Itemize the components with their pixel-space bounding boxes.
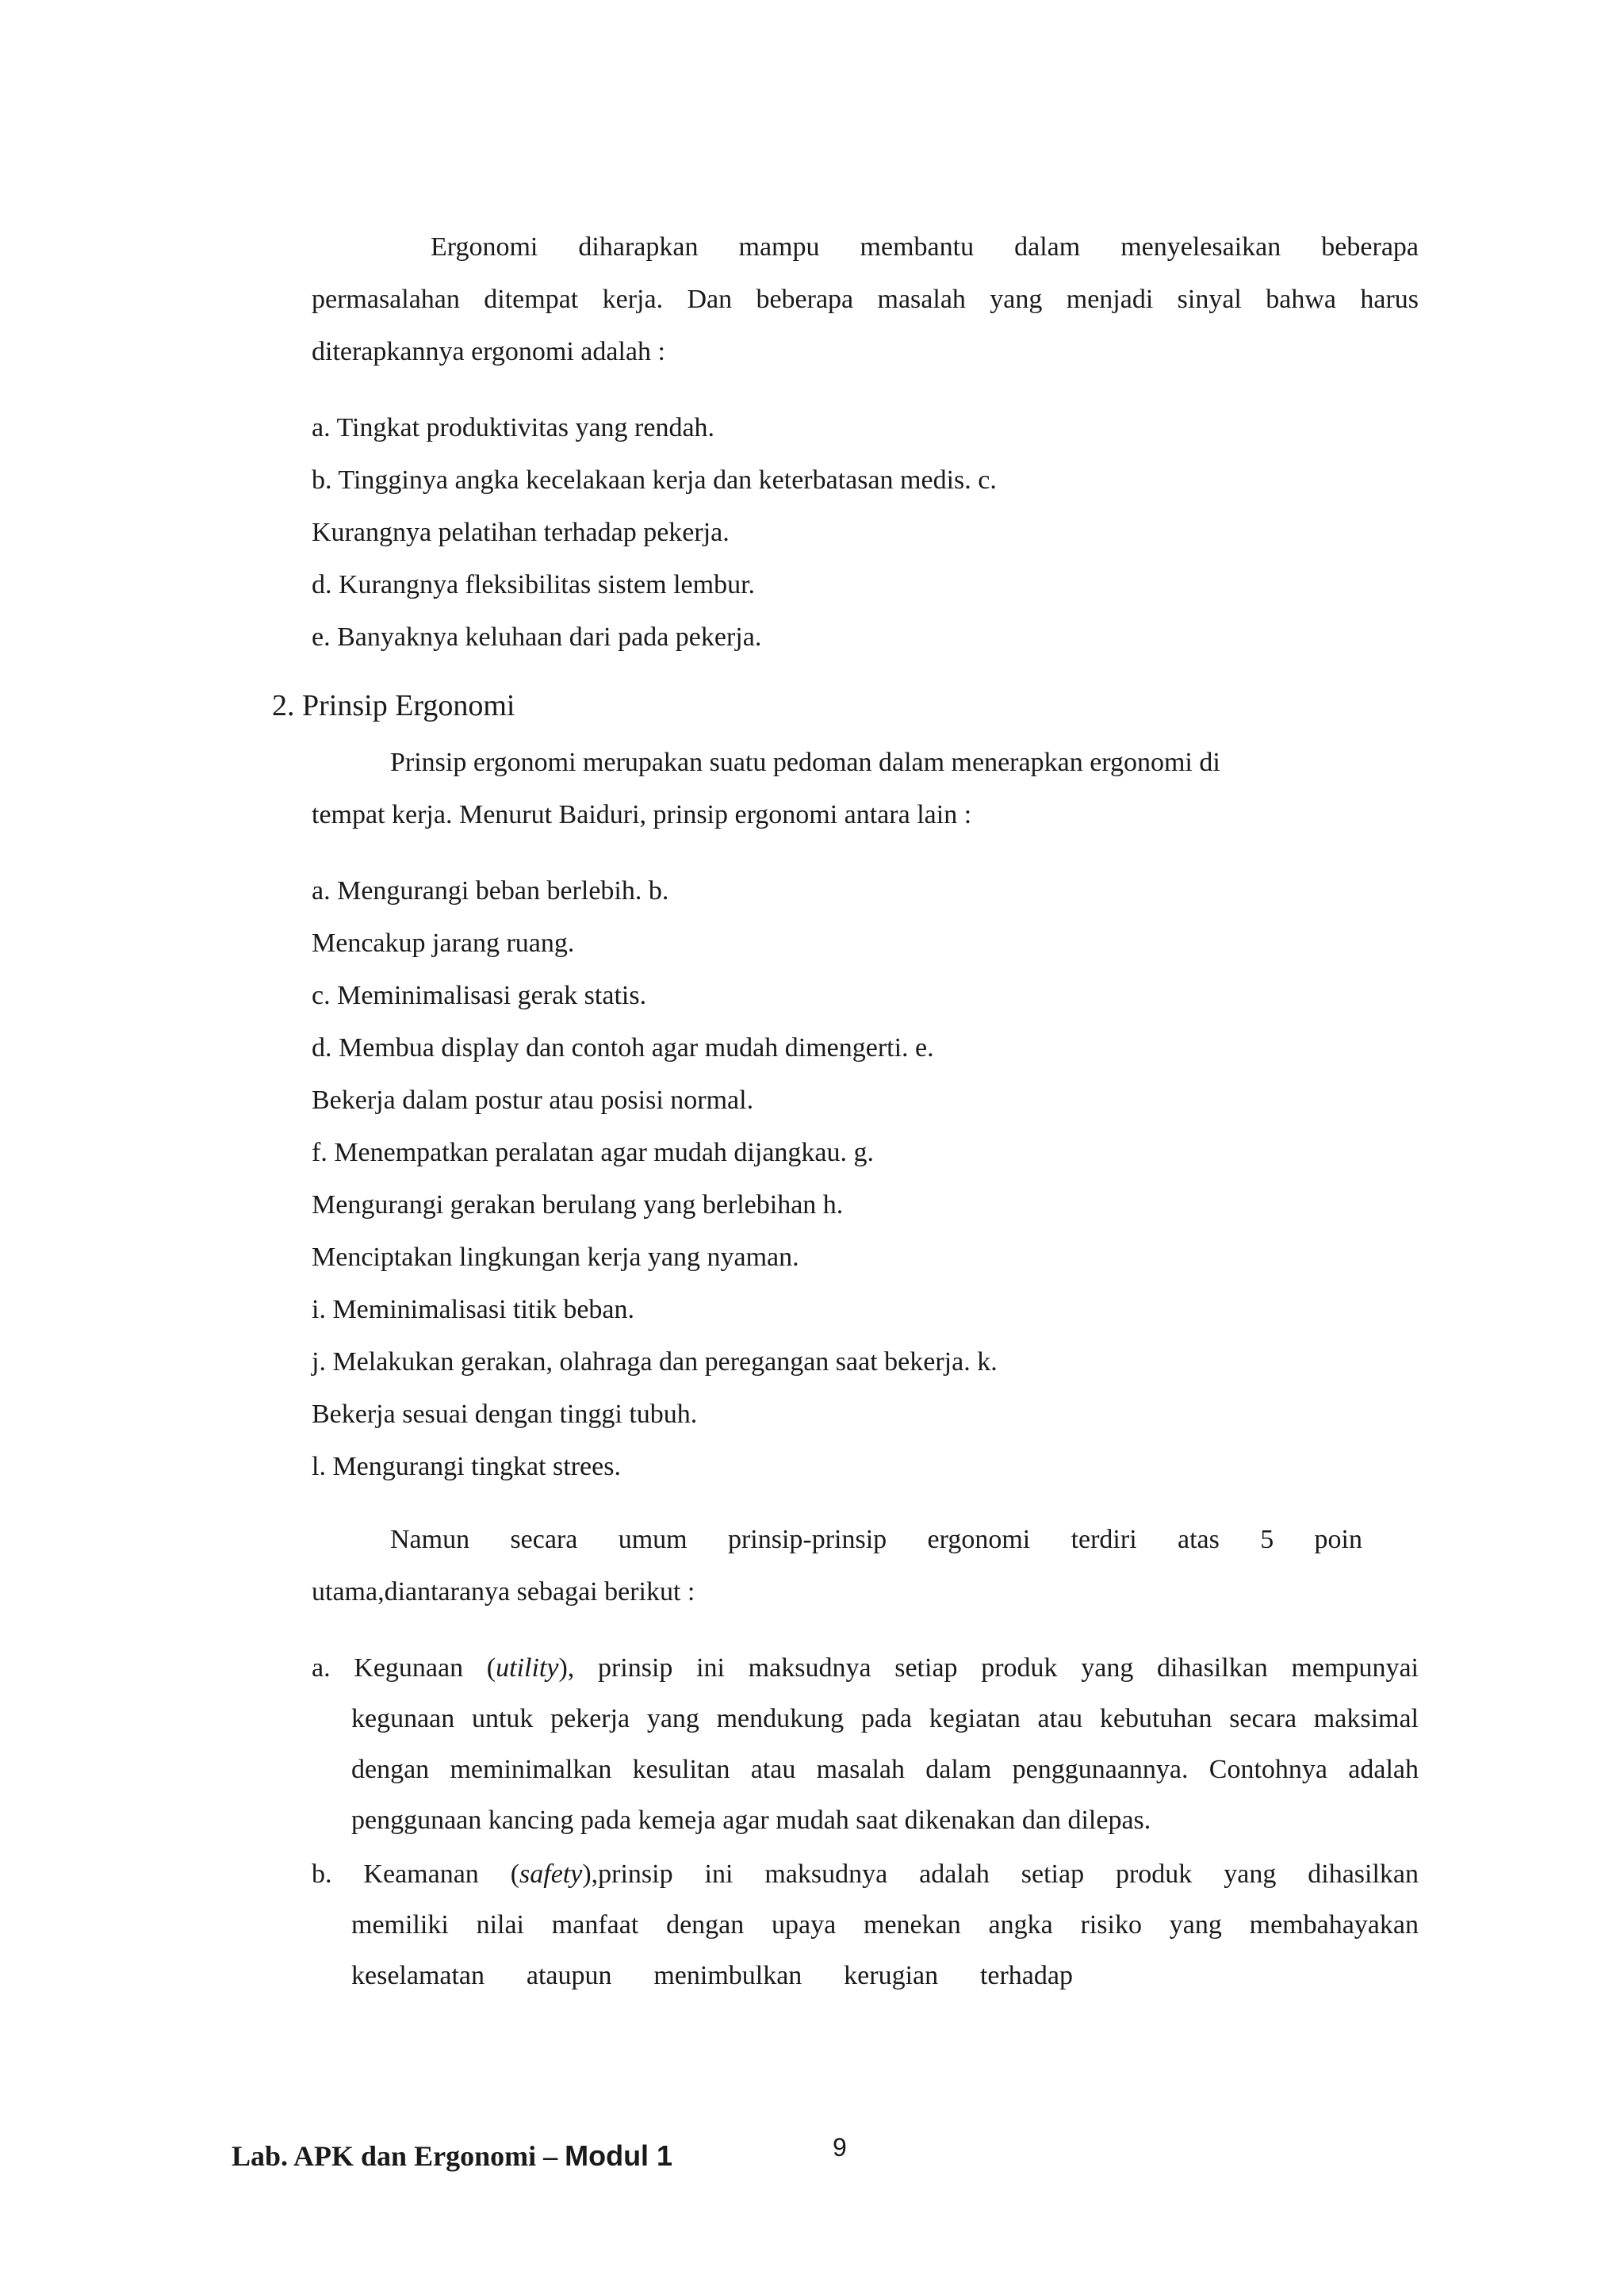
footer-label — [232, 2139, 672, 2173]
point-b-prefix: b. Keamanan ( — [312, 1859, 520, 1889]
principle-line-7: Mengurangi gerakan berulang yang berlebihan h. — [312, 1190, 844, 1220]
point-a-term: utility — [496, 1653, 559, 1683]
section-heading: 2. Prinsip Ergonomi — [272, 689, 515, 722]
point-a-line-3: dengan meminimalkan kesulitan atau masalah dalam penggunaannya. Contohnya adalah — [351, 1755, 1419, 1784]
section-para-line-1: Prinsip ergonomi merupakan suatu pedoman dalam menerapkan ergonomi di — [390, 748, 1220, 777]
problem-item-c: Kurangnya pelatihan terhadap pekerja. — [312, 518, 730, 547]
point-a-line-4: penggunaan kancing pada kemeja agar mudah saat dikenakan dan dilepas. — [351, 1806, 1151, 1835]
point-b-rest: ),prinsip ini maksudnya adalah setiap produk yang dihasilkan — [582, 1859, 1419, 1889]
intro-line-1: Ergonomi diharapkan mampu membantu dalam menyelesaikan beberapa — [431, 232, 1419, 262]
point-a-prefix: a. Kegunaan ( — [312, 1653, 496, 1683]
footer-lab-text: Lab. APK dan Ergonomi – — [232, 2140, 565, 2172]
problem-item-a: a. Tingkat produktivitas yang rendah. — [312, 413, 715, 442]
summary-line-1: Namun secara umum prinsip-prinsip ergonomi terdiri atas 5 poin — [390, 1525, 1362, 1554]
section-para-line-2: tempat kerja. Menurut Baiduri, prinsip ergonomi antara lain : — [312, 800, 972, 829]
principle-line-8: Menciptakan lingkungan kerja yang nyaman. — [312, 1243, 799, 1272]
problem-item-b: b. Tingginya angka kecelakaan kerja dan keterbatasan medis. c. — [312, 465, 997, 495]
page-number: 9 — [833, 2133, 847, 2162]
principle-line-11: Bekerja sesuai dengan tinggi tubuh. — [312, 1400, 698, 1429]
problem-item-d: d. Kurangnya fleksibilitas sistem lembur. — [312, 570, 756, 599]
principle-line-1: a. Mengurangi beban berlebih. b. — [312, 876, 669, 906]
intro-line-3: diterapkannya ergonomi adalah : — [312, 337, 665, 366]
principle-line-10: j. Melakukan gerakan, olahraga dan peregangan saat bekerja. k. — [312, 1347, 998, 1377]
point-b-line-3: keselamatan ataupun menimbulkan kerugian terhadap — [351, 1961, 1073, 1990]
principle-line-12: l. Mengurangi tingkat strees. — [312, 1452, 621, 1481]
principle-line-3: c. Meminimalisasi gerak statis. — [312, 981, 647, 1010]
summary-line-2: utama,diantaranya sebagai berikut : — [312, 1577, 695, 1607]
point-a-rest: ), prinsip ini maksudnya setiap produk yang dihasilkan mempunyai — [558, 1653, 1419, 1683]
point-b-term: safety — [519, 1859, 583, 1889]
problem-item-e: e. Banyaknya keluhaan dari pada pekerja. — [312, 622, 762, 652]
principle-line-9: i. Meminimalisasi titik beban. — [312, 1295, 635, 1324]
principle-line-4: d. Membua display dan contoh agar mudah dimengerti. e. — [312, 1033, 934, 1063]
footer-modul-text: Modul 1 — [565, 2139, 673, 2172]
intro-line-2: permasalahan ditempat kerja. Dan beberapa masalah yang menjadi sinyal bahwa harus — [312, 285, 1419, 314]
point-b-line-1 — [312, 1857, 1419, 1892]
principle-line-2: Mencakup jarang ruang. — [312, 929, 575, 958]
principle-line-5: Bekerja dalam postur atau posisi normal. — [312, 1086, 754, 1115]
point-b-line-2: memiliki nilai manfaat dengan upaya menekan angka risiko yang membahayakan — [351, 1910, 1419, 1940]
point-a-line-2: kegunaan untuk pekerja yang mendukung pada kegiatan atau kebutuhan secara maksimal — [351, 1704, 1419, 1733]
point-a-line-1 — [312, 1651, 1419, 1686]
principle-line-6: f. Menempatkan peralatan agar mudah dijangkau. g. — [312, 1138, 875, 1167]
